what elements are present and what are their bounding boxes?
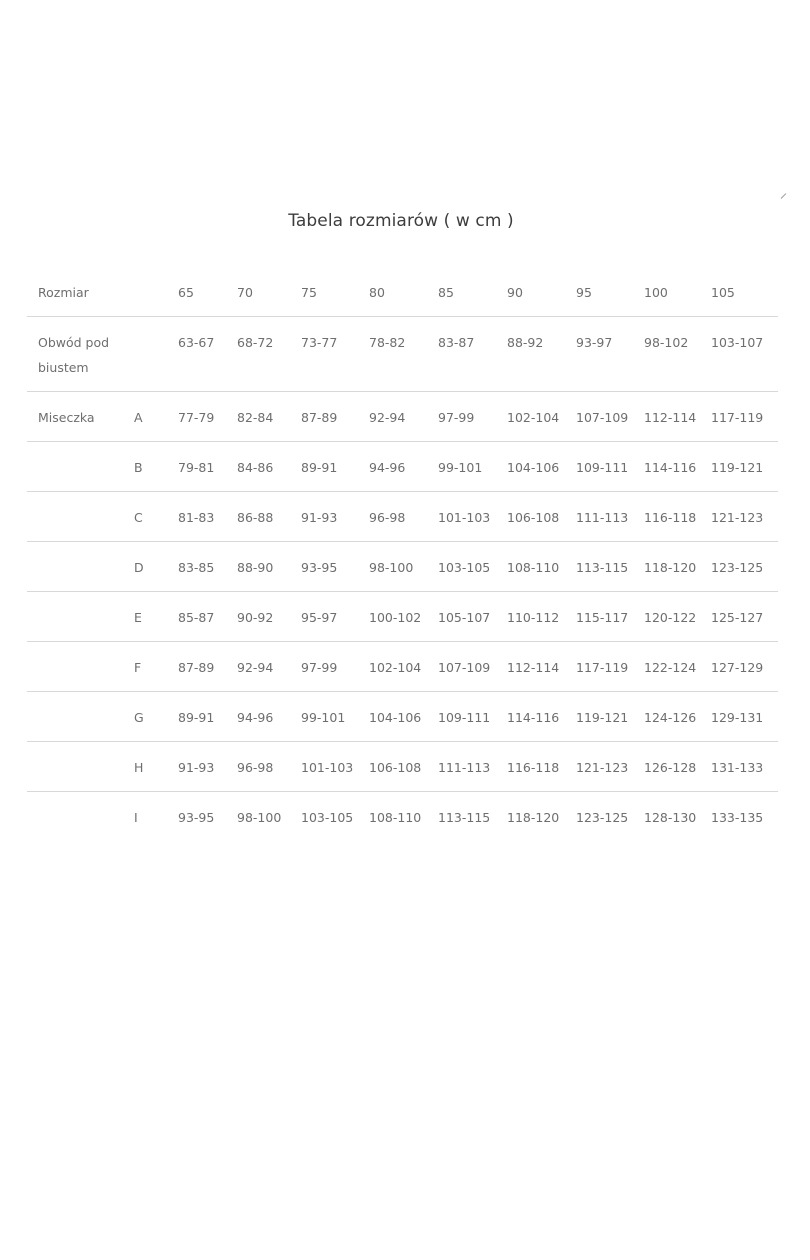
table-row	[27, 692, 778, 742]
table-row	[27, 317, 778, 392]
size-header-cell: 105	[711, 285, 735, 300]
value-cell: 92-94	[237, 642, 301, 692]
row-label	[27, 792, 134, 842]
table-row	[27, 542, 778, 592]
row-label: Rozmiar	[38, 285, 89, 300]
value-cell: 106-108	[369, 742, 438, 792]
value-cell: 102-104	[507, 392, 576, 442]
value-cell: 131-133	[711, 742, 778, 792]
value-cell: 133-135	[711, 792, 778, 842]
value-cell: 121-123	[711, 492, 778, 542]
size-header-cell: 70	[237, 285, 253, 300]
value-cell: 108-110	[507, 542, 576, 592]
value-cell: 94-96	[237, 692, 301, 742]
value-cell: 103-107	[711, 317, 778, 392]
page-title: Tabela rozmiarów ( w cm )	[288, 211, 514, 231]
value-cell: 88-90	[237, 542, 301, 592]
value-cell: 101-103	[438, 492, 507, 542]
value-cell: 99-101	[301, 692, 369, 742]
value-cell: 107-109	[576, 392, 644, 442]
cup-cell: G	[134, 692, 178, 742]
row-label	[27, 742, 134, 792]
value-cell: 79-81	[178, 442, 237, 492]
value-cell: 93-95	[178, 792, 237, 842]
value-cell: 82-84	[237, 392, 301, 442]
cup-cell: I	[134, 792, 178, 842]
value-cell: 114-116	[644, 442, 711, 492]
row-label: Obwód pod biustem	[27, 317, 134, 392]
value-cell: 63-67	[178, 317, 237, 392]
cup-cell: A	[134, 392, 178, 442]
value-cell: 97-99	[438, 392, 507, 442]
value-cell: 95-97	[301, 592, 369, 642]
table-header-row	[27, 267, 778, 317]
value-cell: 98-102	[644, 317, 711, 392]
cup-cell: F	[134, 642, 178, 692]
value-cell: 93-97	[576, 317, 644, 392]
value-cell: 86-88	[237, 492, 301, 542]
value-cell: 118-120	[644, 542, 711, 592]
value-cell: 109-111	[438, 692, 507, 742]
value-cell: 123-125	[711, 542, 778, 592]
table-row	[27, 492, 778, 542]
value-cell: 111-113	[438, 742, 507, 792]
value-cell: 127-129	[711, 642, 778, 692]
value-cell: 117-119	[711, 392, 778, 442]
value-cell: 83-85	[178, 542, 237, 592]
value-cell: 108-110	[369, 792, 438, 842]
value-cell: 88-92	[507, 317, 576, 392]
value-cell: 109-111	[576, 442, 644, 492]
table-row	[27, 642, 778, 692]
value-cell: 81-83	[178, 492, 237, 542]
value-cell: 104-106	[507, 442, 576, 492]
table-row	[27, 442, 778, 492]
value-cell: 87-89	[301, 392, 369, 442]
value-cell: 87-89	[178, 642, 237, 692]
value-cell: 85-87	[178, 592, 237, 642]
table-row	[27, 592, 778, 642]
value-cell: 112-114	[507, 642, 576, 692]
row-label: Miseczka	[27, 392, 134, 442]
value-cell: 98-100	[369, 542, 438, 592]
cup-cell	[134, 317, 178, 392]
table-row	[27, 792, 778, 842]
value-cell: 112-114	[644, 392, 711, 442]
row-label	[27, 492, 134, 542]
value-cell: 102-104	[369, 642, 438, 692]
value-cell: 126-128	[644, 742, 711, 792]
value-cell: 89-91	[301, 442, 369, 492]
value-cell: 128-130	[644, 792, 711, 842]
value-cell: 113-115	[576, 542, 644, 592]
size-header-cell: 90	[507, 285, 523, 300]
cup-cell: B	[134, 442, 178, 492]
value-cell: 105-107	[438, 592, 507, 642]
cup-cell: D	[134, 542, 178, 592]
cup-cell: C	[134, 492, 178, 542]
value-cell: 119-121	[576, 692, 644, 742]
value-cell: 106-108	[507, 492, 576, 542]
value-cell: 125-127	[711, 592, 778, 642]
value-cell: 89-91	[178, 692, 237, 742]
value-cell: 92-94	[369, 392, 438, 442]
value-cell: 77-79	[178, 392, 237, 442]
corner-mark	[781, 193, 787, 199]
table-row	[27, 742, 778, 792]
value-cell: 118-120	[507, 792, 576, 842]
value-cell: 117-119	[576, 642, 644, 692]
value-cell: 113-115	[438, 792, 507, 842]
value-cell: 93-95	[301, 542, 369, 592]
value-cell: 96-98	[369, 492, 438, 542]
value-cell: 96-98	[237, 742, 301, 792]
value-cell: 111-113	[576, 492, 644, 542]
value-cell: 115-117	[576, 592, 644, 642]
size-header-cell: 100	[644, 285, 668, 300]
value-cell: 104-106	[369, 692, 438, 742]
table-row	[27, 392, 778, 442]
value-cell: 99-101	[438, 442, 507, 492]
value-cell: 103-105	[438, 542, 507, 592]
size-header-cell: 85	[438, 285, 454, 300]
size-chart-table	[27, 267, 778, 841]
value-cell: 68-72	[237, 317, 301, 392]
value-cell: 73-77	[301, 317, 369, 392]
value-cell: 107-109	[438, 642, 507, 692]
value-cell: 116-118	[644, 492, 711, 542]
cup-cell	[134, 267, 178, 317]
row-label	[27, 642, 134, 692]
value-cell: 98-100	[237, 792, 301, 842]
value-cell: 100-102	[369, 592, 438, 642]
cup-cell: H	[134, 742, 178, 792]
value-cell: 84-86	[237, 442, 301, 492]
row-label	[27, 592, 134, 642]
value-cell: 97-99	[301, 642, 369, 692]
value-cell: 122-124	[644, 642, 711, 692]
value-cell: 124-126	[644, 692, 711, 742]
value-cell: 90-92	[237, 592, 301, 642]
value-cell: 91-93	[301, 492, 369, 542]
value-cell: 114-116	[507, 692, 576, 742]
value-cell: 120-122	[644, 592, 711, 642]
value-cell: 110-112	[507, 592, 576, 642]
value-cell: 78-82	[369, 317, 438, 392]
cup-cell: E	[134, 592, 178, 642]
value-cell: 119-121	[711, 442, 778, 492]
value-cell: 83-87	[438, 317, 507, 392]
value-cell: 129-131	[711, 692, 778, 742]
row-label	[27, 542, 134, 592]
size-chart-body	[27, 267, 778, 841]
value-cell: 91-93	[178, 742, 237, 792]
value-cell: 116-118	[507, 742, 576, 792]
size-header-cell: 65	[178, 285, 194, 300]
row-label	[27, 442, 134, 492]
value-cell: 103-105	[301, 792, 369, 842]
value-cell: 101-103	[301, 742, 369, 792]
value-cell: 123-125	[576, 792, 644, 842]
size-header-cell: 75	[301, 285, 317, 300]
value-cell: 121-123	[576, 742, 644, 792]
size-header-cell: 95	[576, 285, 592, 300]
size-header-cell: 80	[369, 285, 385, 300]
row-label	[27, 692, 134, 742]
value-cell: 94-96	[369, 442, 438, 492]
